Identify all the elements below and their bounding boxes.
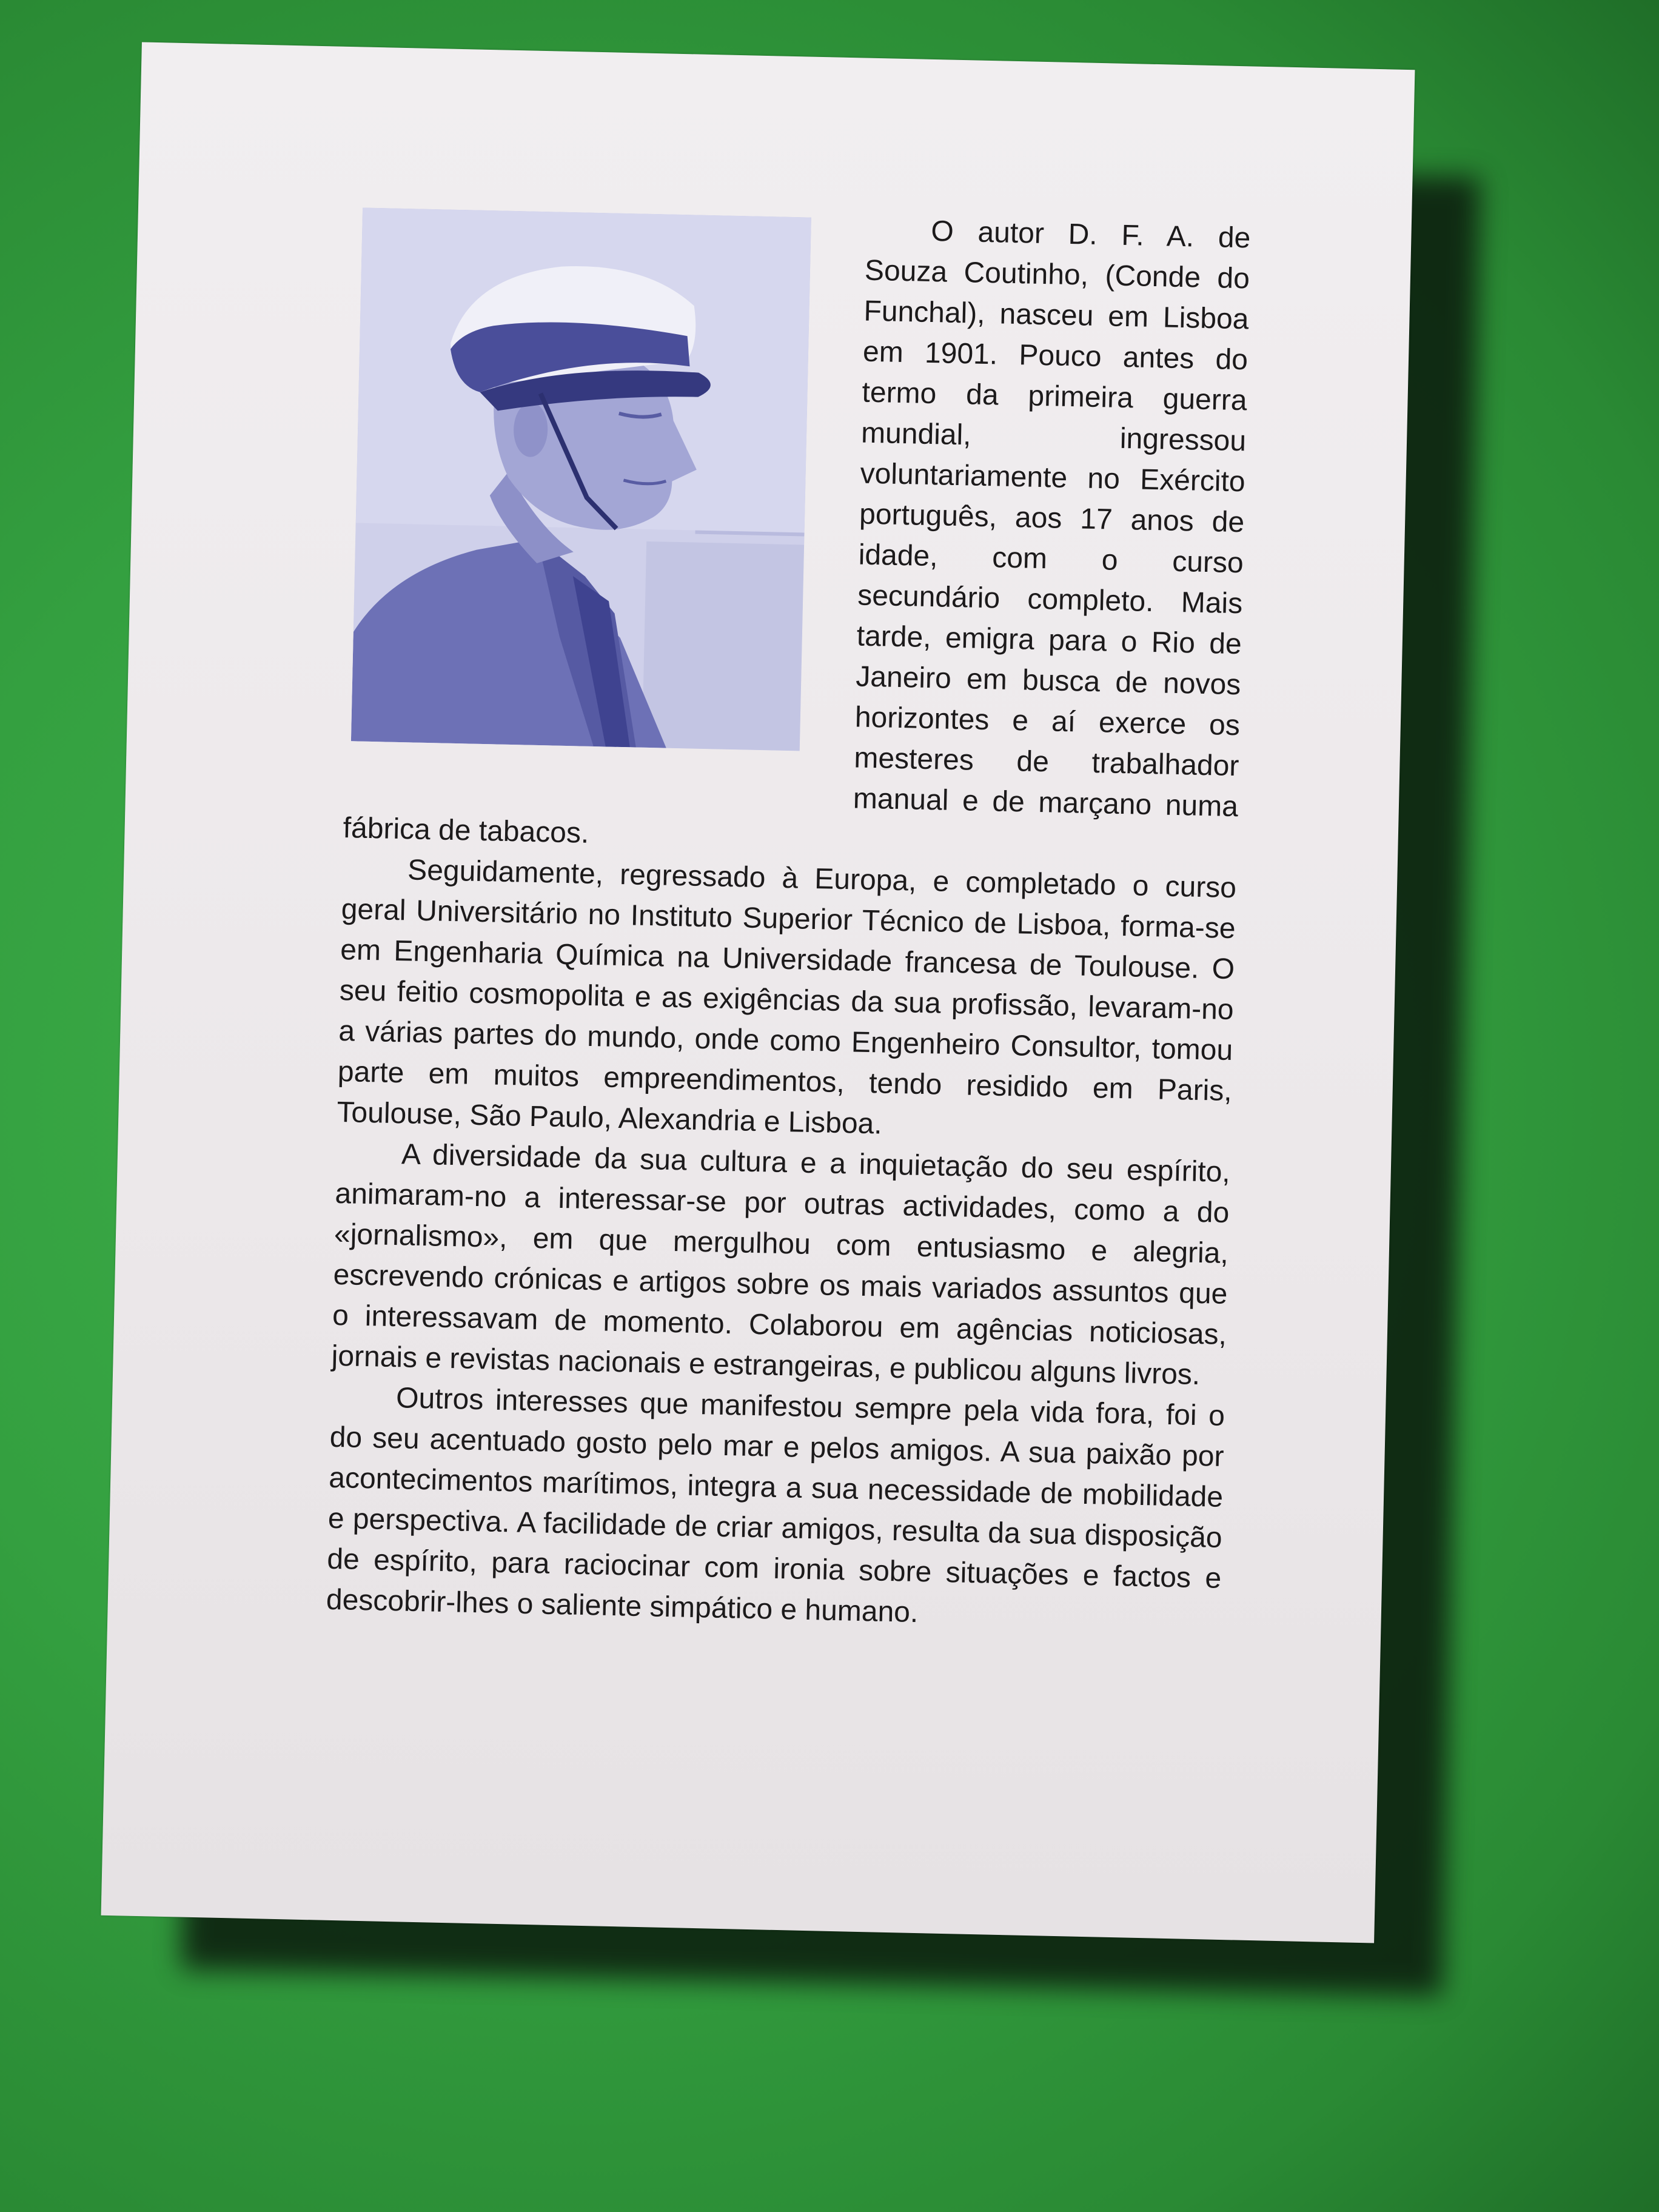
author-biography [326, 198, 1251, 1640]
bio-paragraph-4: Outros interesses que manifestou sempre pela vida fora, foi o do seu acentuado gosto pelo mar e pelos amigos. A sua paixão por acontecimentos marítimos, integra a sua necessidade de mobilidade e perspectiva. A facilidade de criar amigos, resulta da sua disposição de espírito, para raciocinar com ironia sobre situações e factos e descobrir-lhes o saliente simpático e humano. [326, 1382, 1225, 1629]
portrait-float-spacer [344, 198, 866, 779]
bio-paragraph-3: A diversidade da sua cultura e a inquietação do seu espírito, animaram-no a interessar-se por outras actividades, como a do «jornalismo», em que mergulhou com entusiasmo e alegria, escrevendo crónicas e artigos sobre os mais variados assuntos que o interessavam de momento. Colaborou em agências noticiosas, jornais e revistas nacionais e estrangeiras, e publicou alguns livros. [331, 1138, 1231, 1392]
bio-paragraph-2: Seguidamente, regressado à Europa, e completado o curso geral Universitário no Instituto Superior Técnico de Lisboa, forma-se em Engenharia Química na Universidade francesa de Toulouse. O seu feitio cosmopolita e as exigências da sua profissão, levaram-no a várias partes do mundo, onde como Engenheiro Consultor, tomou parte em muitos empreendimentos, tendo residido em Paris, Toulouse, São Paulo, Alexandria e Lisboa. [336, 854, 1237, 1141]
book-back-cover [101, 42, 1415, 1943]
bio-paragraph-1: O autor D. F. A. de Souza Coutinho, (Conde do Funchal), nasceu em Lisboa em 1901. Pouco antes do termo da primeira guerra mundial, ingressou voluntariamente no Exército português, aos 17 anos de idade, com o curso secundário completo. Mais tarde, emigra para o Rio de Janeiro em busca de novos horizontes e aí exerce os mesteres de trabalhador manual e de marçano numa fábrica de tabacos. [343, 215, 1251, 850]
